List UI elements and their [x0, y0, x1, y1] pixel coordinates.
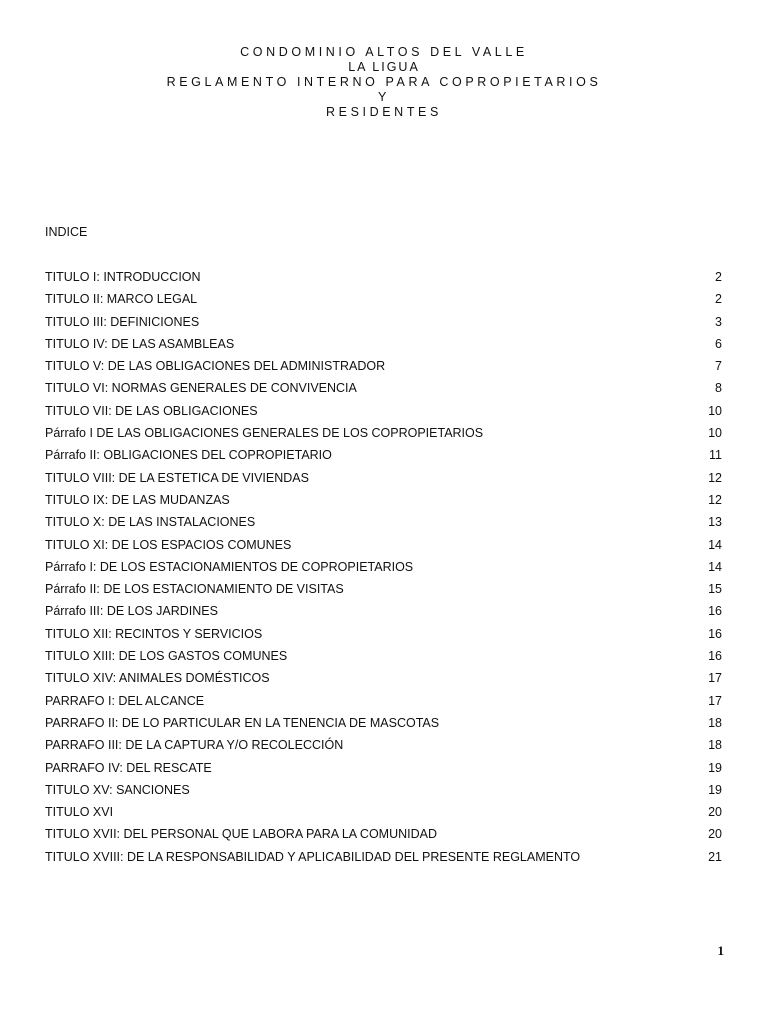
toc-entry-page: 2	[715, 270, 722, 284]
toc-entry-label: TITULO VIII: DE LA ESTETICA DE VIVIENDAS	[45, 470, 309, 485]
toc-entry-label: Párrafo I: DE LOS ESTACIONAMIENTOS DE COPROPIETARIOS	[45, 559, 414, 574]
toc-entry-label: TITULO XVIII: DE LA RESPONSABILIDAD Y APLICABILIDAD DEL PRESENTE REGLAMENTO	[45, 849, 581, 864]
toc-entry-label: TITULO I: INTRODUCCION	[45, 270, 201, 284]
toc-entry-label: TITULO III: DEFINICIONES	[45, 314, 200, 329]
toc-entry	[45, 402, 722, 424]
toc-entry	[45, 669, 722, 691]
toc-entry-label: Párrafo III: DE LOS JARDINES	[45, 604, 218, 619]
toc-entry	[45, 714, 722, 736]
header-residents: RESIDENTES	[326, 105, 442, 119]
toc-entry-page: 20	[708, 827, 722, 842]
toc-entry-page: 3	[715, 314, 722, 329]
toc-entry	[45, 290, 722, 312]
toc-entry-label: TITULO IV: DE LAS ASAMBLEAS	[45, 336, 235, 351]
toc-entry-page: 11	[709, 448, 722, 463]
toc-entry-page: 14	[708, 537, 722, 552]
toc-entry	[45, 491, 722, 513]
toc-entry-page: 10	[708, 403, 722, 418]
toc-entry-page: 16	[708, 649, 722, 664]
toc-entry-label: TITULO XI: DE LOS ESPACIOS COMUNES	[45, 537, 292, 552]
toc-entry-label: Párrafo II: OBLIGACIONES DEL COPROPIETARIO	[45, 448, 332, 463]
page-number: 1	[717, 943, 724, 958]
toc-entry-label: TITULO XIII: DE LOS GASTOS COMUNES	[45, 649, 288, 664]
toc-entry-page: 17	[708, 693, 722, 708]
toc-entry-page: 8	[715, 381, 722, 396]
toc-entry-label: TITULO VII: DE LAS OBLIGACIONES	[45, 403, 258, 418]
toc-entry-label: TITULO VI: NORMAS GENERALES DE CONVIVENCIA	[45, 381, 357, 396]
toc-entry	[45, 848, 722, 870]
toc-entry	[45, 647, 722, 669]
toc-entry	[45, 335, 722, 357]
toc-entry	[45, 446, 722, 468]
header-conjunction: Y	[378, 90, 390, 104]
toc-entry-label: TITULO XVII: DEL PERSONAL QUE LABORA PARA LA COMUNIDAD	[45, 827, 438, 842]
toc-entry-label: TITULO II: MARCO LEGAL	[45, 292, 198, 307]
toc-entry	[45, 536, 722, 558]
index-heading: INDICE	[45, 225, 88, 239]
toc-entry-page: 14	[708, 559, 722, 574]
table-of-contents	[45, 268, 722, 870]
toc-entry	[45, 602, 722, 624]
toc-entry-label: PARRAFO III: DE LA CAPTURA Y/O RECOLECCIÓN	[45, 738, 344, 753]
document-header	[0, 45, 768, 120]
toc-entry-label: TITULO X: DE LAS INSTALACIONES	[45, 515, 256, 530]
toc-entry-label: TITULO V: DE LAS OBLIGACIONES DEL ADMINISTRADOR	[45, 359, 386, 374]
toc-entry-page: 10	[708, 426, 722, 441]
toc-entry	[45, 781, 722, 803]
toc-entry-page: 16	[708, 626, 722, 641]
toc-entry-page: 17	[708, 671, 722, 686]
toc-entry-label: Párrafo II: DE LOS ESTACIONAMIENTO DE VISITAS	[45, 582, 344, 597]
toc-entry-label: TITULO XV: SANCIONES	[45, 782, 190, 797]
toc-entry	[45, 379, 722, 401]
toc-entry-page: 18	[708, 738, 722, 753]
toc-entry-page: 20	[708, 805, 722, 820]
toc-entry-label: TITULO XVI	[45, 805, 114, 820]
toc-entry-label: PARRAFO I: DEL ALCANCE	[45, 693, 205, 708]
toc-entry-page: 16	[708, 604, 722, 619]
toc-entry	[45, 692, 722, 714]
toc-entry	[45, 424, 722, 446]
toc-entry	[45, 513, 722, 535]
header-regulation-title: REGLAMENTO INTERNO PARA COPROPIETARIOS	[166, 75, 602, 89]
toc-entry-page: 13	[708, 515, 722, 530]
toc-entry	[45, 313, 722, 335]
toc-entry	[45, 469, 722, 491]
toc-entry	[45, 558, 722, 580]
toc-entry	[45, 580, 722, 602]
toc-entry	[45, 357, 722, 379]
toc-entry-label: Párrafo I DE LAS OBLIGACIONES GENERALES DE LOS COPROPIETARIOS	[45, 426, 484, 441]
toc-entry-label: PARRAFO IV: DEL RESCATE	[45, 760, 212, 775]
toc-entry	[45, 625, 722, 647]
toc-entry	[45, 803, 722, 825]
toc-entry-label: TITULO XII: RECINTOS Y SERVICIOS	[45, 626, 263, 641]
toc-entry-page: 19	[708, 782, 722, 797]
toc-entry-page: 12	[708, 470, 722, 485]
toc-entry-page: 18	[708, 715, 722, 730]
toc-entry	[45, 736, 722, 758]
toc-entry-page: 2	[715, 292, 722, 307]
toc-entry-page: 6	[715, 336, 722, 351]
toc-entry-label: TITULO IX: DE LAS MUDANZAS	[45, 492, 230, 507]
toc-entry-label: TITULO XIV: ANIMALES DOMÉSTICOS	[45, 671, 270, 686]
toc-entry-page: 7	[715, 359, 722, 374]
toc-entry-page: 15	[708, 582, 722, 597]
toc-entry	[45, 268, 722, 290]
toc-entry-page: 12	[708, 492, 722, 507]
toc-entry-page: 19	[708, 760, 722, 775]
toc-entry	[45, 759, 722, 781]
header-condominium-name: CONDOMINIO ALTOS DEL VALLE	[240, 45, 528, 59]
header-city: LA LIGUA	[348, 60, 420, 74]
toc-entry	[45, 825, 722, 847]
toc-entry-label: PARRAFO II: DE LO PARTICULAR EN LA TENENCIA DE MASCOTAS	[45, 715, 440, 730]
toc-entry-page: 21	[708, 849, 722, 864]
